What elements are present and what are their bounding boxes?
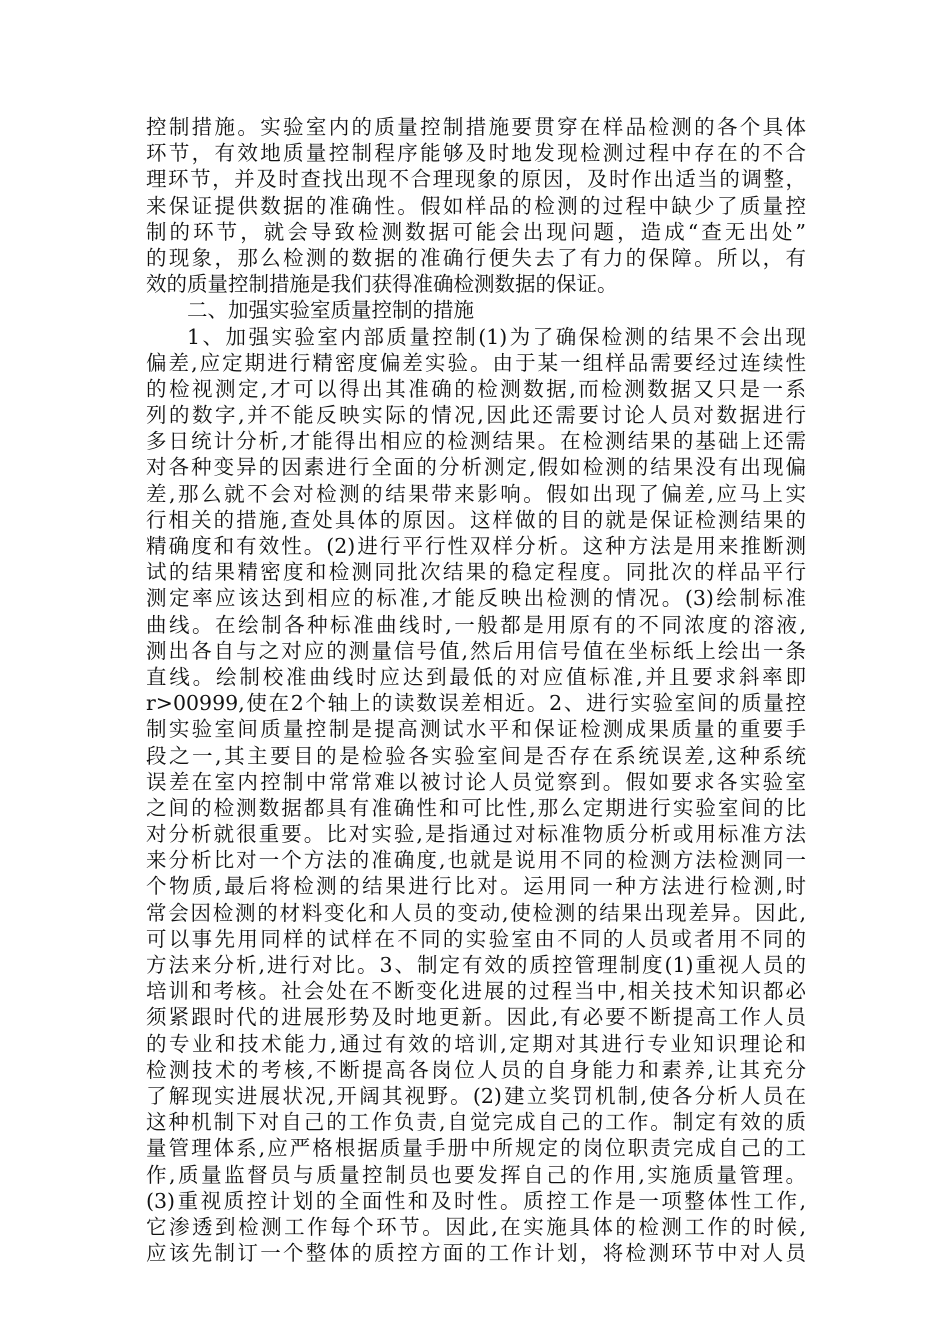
text-line: 直线。绘制校准曲线时应达到最低的对应值标准,并且要求斜率即 [146, 664, 806, 689]
text-line: 之间的检测数据都具有准确性和可比性,那么定期进行实验室间的比 [146, 795, 806, 820]
text-line: 控制措施。实验室内的质量控制措施要贯穿在样品检测的各个具体 [146, 115, 806, 139]
text-line: 作,质量监督员与质量控制员也要发挥自己的作用,实施质量管理。 [146, 1162, 806, 1187]
text-line: 常会因检测的材料变化和人员的变动,使检测的结果出现差异。因此, [146, 900, 806, 925]
text-line: 偏差,应定期进行精密度偏差实验。由于某一组样品需要经过连续性 [146, 350, 806, 375]
text-line: 这种机制下对自己的工作负责,自觉完成自己的工作。制定有效的质 [146, 1110, 806, 1135]
text-line: 测出各自与之对应的测量信号值,然后用信号值在坐标纸上绘出一条 [146, 638, 806, 663]
text-line: 个物质,最后将检测的结果进行比对。运用同一种方法进行检测,时 [146, 874, 806, 899]
text-line: 培训和考核。社会处在不断变化进展的过程当中,相关技术知识都必 [146, 979, 806, 1004]
text-line: (3)重视质控计划的全面性和及时性。质控工作是一项整体性工作, [146, 1188, 806, 1213]
text-line: 曲线。在绘制各种标准曲线时,一般都是用原有的不同浓度的溶液, [146, 612, 806, 637]
text-line: 的专业和技术能力,通过有效的培训,定期对其进行专业知识理论和 [146, 1031, 806, 1056]
text-line: 它渗透到检测工作每个环节。因此,在实施具体的检测工作的时候, [146, 1214, 806, 1239]
text-line: 差,那么就不会对检测的结果带来影响。假如出现了偏差,应马上实 [146, 481, 806, 506]
text-line: 须紧跟时代的进展形势及时地更新。因此,有必要不断提高工作人员 [146, 1005, 806, 1030]
text-line: 对分析就很重要。比对实验,是指通过对标准物质分析或用标准方法 [146, 822, 806, 847]
text-line: 误差在室内控制中常常难以被讨论人员觉察到。假如要求各实验室 [146, 769, 806, 794]
text-line: 环节，有效地质量控制程序能够及时地发现检测过程中存在的不合 [146, 141, 806, 166]
text-line: 方法来分析,进行对比。3、制定有效的质控管理制度(1)重视人员的 [146, 953, 806, 977]
text-line: 量管理体系,应严格根据质量手册中所规定的岗位职责完成自己的工 [146, 1136, 806, 1161]
text-line: 了解现实进展状况,开阔其视野。(2)建立奖罚机制,使各分析人员在 [146, 1083, 806, 1108]
text-line: 理环节，并及时查找出现不合理现象的原因，及时作出适当的调整， [146, 167, 806, 192]
text-line: 来保证提供数据的准确性。假如样品的检测的过程中缺少了质量控 [146, 193, 806, 218]
text-line: 行相关的措施,查处具体的原因。这样做的目的就是保证检测结果的 [146, 507, 806, 532]
text-line: 测定率应该达到相应的标准,才能反映出检测的情况。(3)绘制标准 [146, 586, 806, 611]
text-line: 效的质量控制措施是我们获得准确检测数据的保证。 [146, 272, 618, 297]
text-line: 对各种变异的因素进行全面的分析测定,假如检测的结果没有出现偏 [146, 455, 806, 480]
text-line: 精确度和有效性。(2)进行平行性双样分析。这种方法是用来推断测 [146, 534, 806, 558]
text-line: 应该先制订一个整体的质控方面的工作计划，将检测环节中对人员 [146, 1241, 806, 1266]
text-line: 多日统计分析,才能得出相应的检测结果。在检测结果的基础上还需 [146, 429, 806, 454]
text-line: 段之一,其主要目的是检验各实验室间是否存在系统误差,这种系统 [146, 743, 806, 768]
text-line: 1、加强实验室内部质量控制(1)为了确保检测的结果不会出现 [187, 324, 806, 349]
text-line: 制实验室间质量控制是提高测试水平和保证检测成果质量的重要手 [146, 717, 806, 742]
text-line: 的检视测定,才可以得出其准确的检测数据,而检测数据又只是一系 [146, 376, 806, 401]
text-line: 试的结果精密度和检测同批次结果的稳定程度。同批次的样品平行 [146, 560, 806, 585]
text-line: 列的数字,并不能反映实际的情况,因此还需要讨论人员对数据进行 [146, 403, 806, 428]
text-line: 的现象，那么检测的数据的准确行便失去了有力的保障。所以，有 [146, 245, 806, 270]
document-body [146, 114, 806, 1266]
section-heading: 二、加强实验室质量控制的措施 [187, 298, 474, 323]
text-line: 制的环节，就会导致检测数据可能会出现问题，造成“查无出处” [146, 219, 806, 244]
text-line: r>00999,使在2个轴上的读数误差相近。2、进行实验室间的质量控 [146, 691, 806, 716]
text-line: 可以事先用同样的试样在不同的实验室由不同的人员或者用不同的 [146, 926, 806, 951]
text-line: 检测技术的考核,不断提高各岗位人员的自身能力和素养,让其充分 [146, 1057, 806, 1082]
text-line: 来分析比对一个方法的准确度,也就是说用不同的检测方法检测同一 [146, 848, 806, 873]
